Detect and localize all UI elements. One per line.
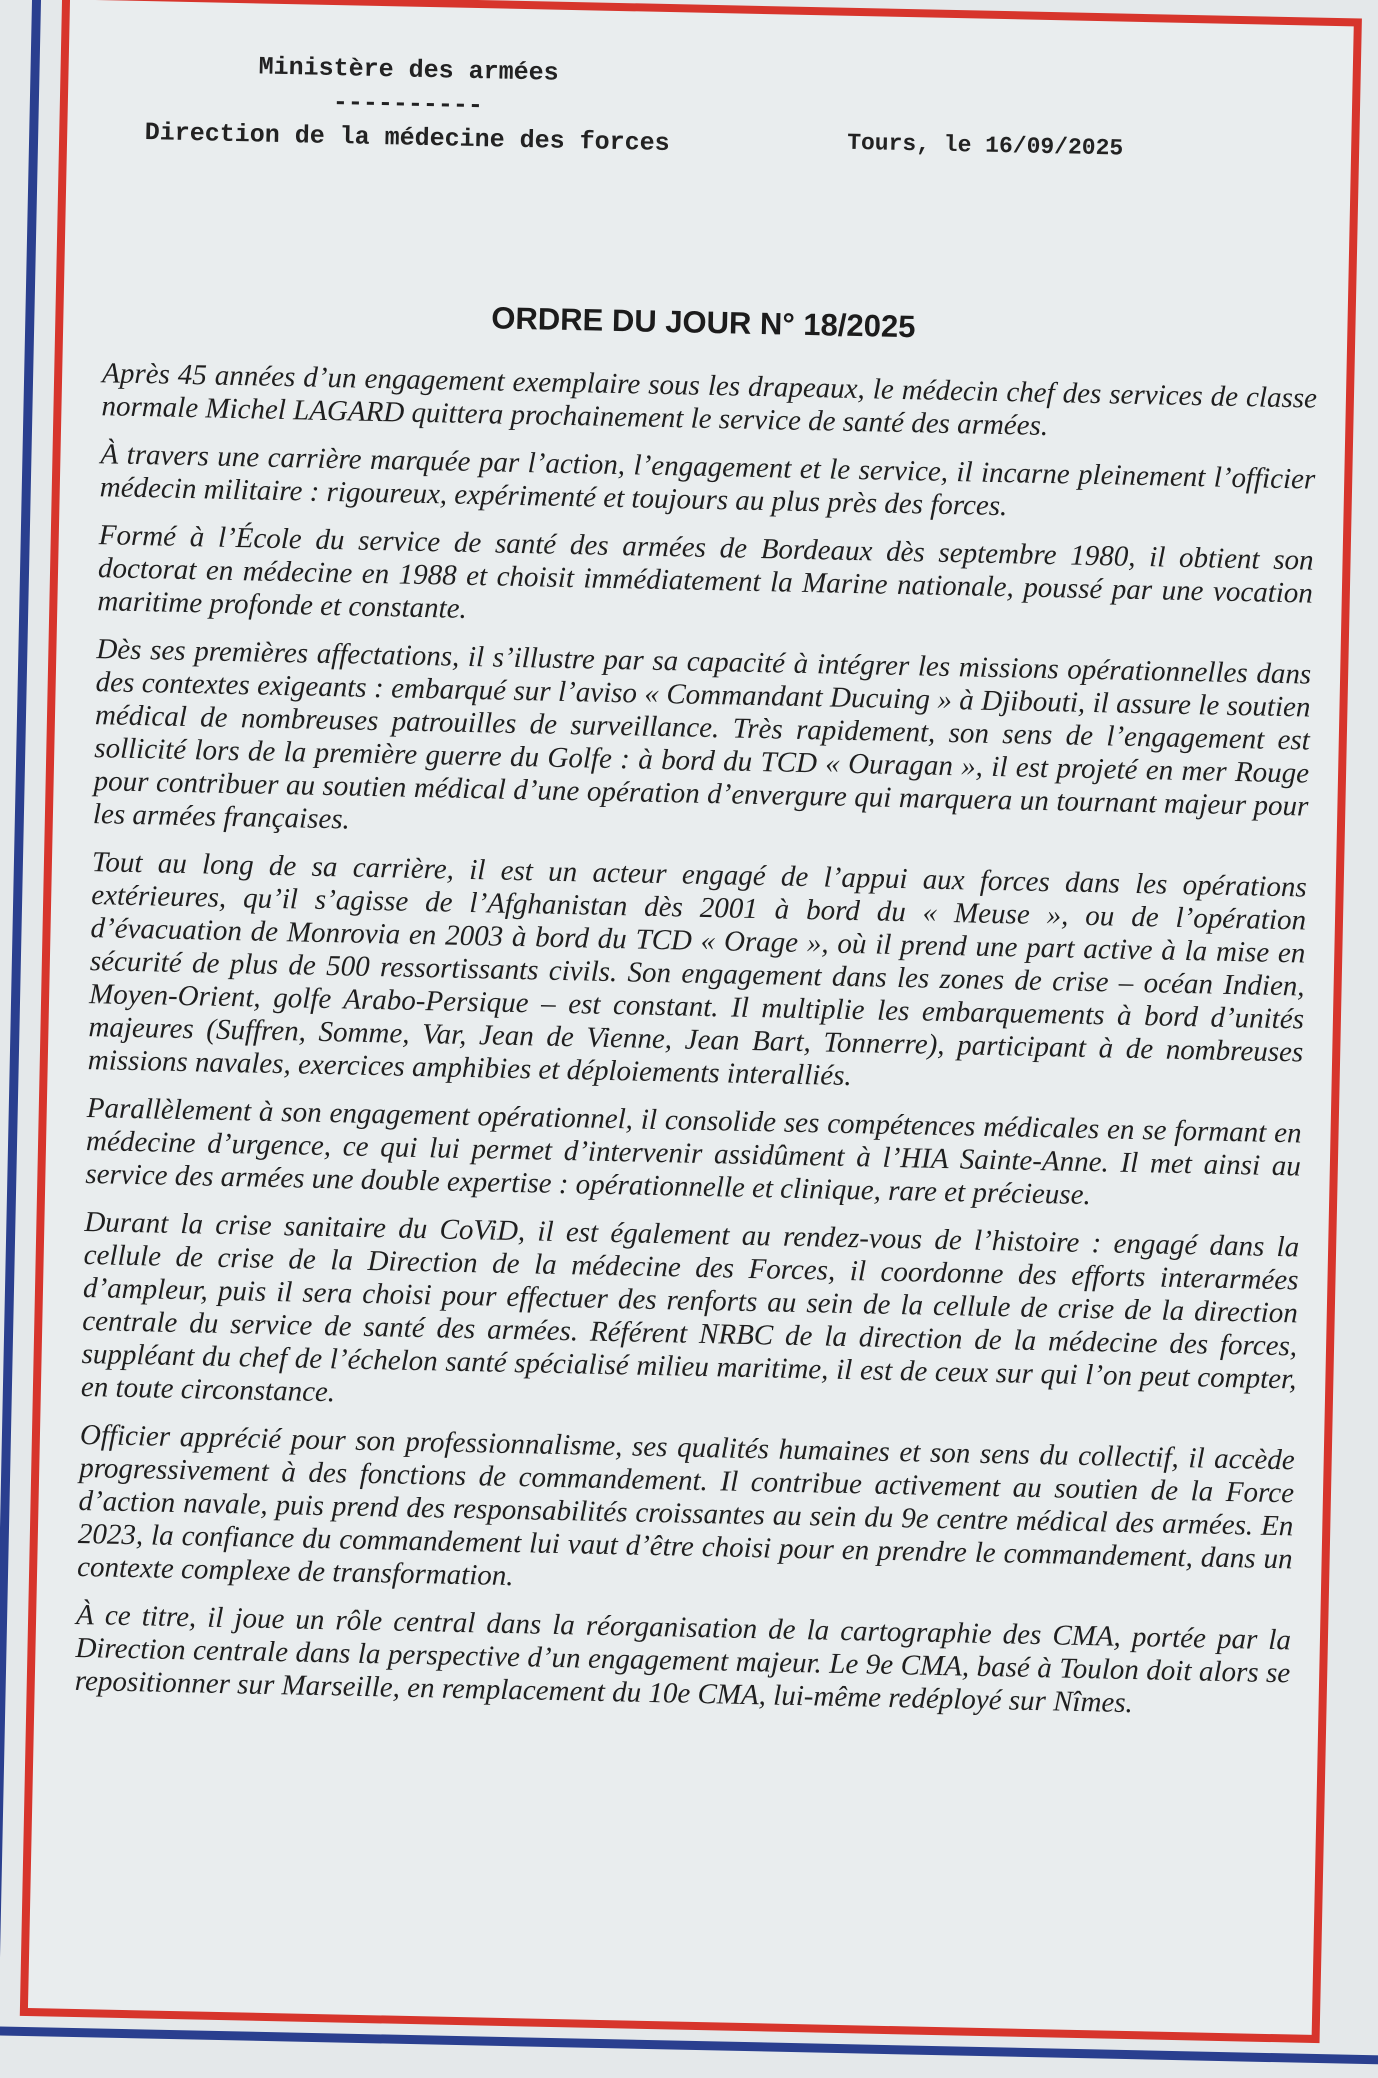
document-body (74, 357, 1317, 1738)
letterhead (127, 48, 689, 162)
paragraph: Dès ses premières affectations, il s’illustre par sa capacité à intégrer les missions opérationnelles dans des contextes exigeants : embarqué sur l’aviso « Commandant Ducuing » à Djibouti, il assure le soutien médical de nombreuses patrouilles de surveillance. Très rapidement, son sens de l’engagement est sollicité lors de la première guerre du Golfe : à bord du TCD « Ouragan », il est projeté en mer Rouge pour contribuer au soutien médical d’une opération d’envergure qui marquera un tournant majeur pour les armées françaises. (92, 633, 1312, 836)
separator: ---------- (332, 87, 484, 121)
ministry-name: Ministère des armées (258, 52, 559, 88)
paragraph: Parallèlement à son engagement opérationnel, il consolide ses compétences médicales en se formant en médecine d’urgence, ce qui lui permet d’intervenir assidûment à l’HIA Sainte-Anne. Il met ainsi au service des armées une double expertise : opérationnelle et clinique, rare et précieuse. (85, 1092, 1302, 1212)
paragraph: Officier apprécié pour son professionnalisme, ses qualités humaines et son sens du collectif, il accède progressivement à des fonctions de commandement. Il contribue activement au soutien de la Force d’action navale, puis prend des responsabilités croissantes au sein du 9e centre médical des armées. En 2023, la confiance du commandement lui vaut d’être choisi pour en prendre le commandement, dans un contexte complexe de transformation. (76, 1418, 1296, 1593)
paragraph: Durant la crise sanitaire du CoViD, il est également au rendez-vous de l’histoire : engagé dans la cellule de crise de la Direction de la médecine des Forces, il coordonne des efforts interarmées d’ampleur, puis il sera choisi pour effectuer des renforts au sein de la cellule de crise de la direction centrale du service de santé des armées. Référent NRBC de la direction de la médecine des forces, suppléant du chef de l’échelon santé spécialisé milieu maritime, il est de ceux sur qui l’on peut compter, en toute circonstance. (80, 1206, 1300, 1409)
paragraph: Formé à l’École du service de santé des armées de Bordeaux dès septembre 1980, il obtient son doctorat en médecine en 1988 et choisit immédiatement la Marine nationale, poussé par une vocation maritime profonde et constante. (97, 519, 1314, 625)
direction-name: Direction de la médecine des forces (144, 118, 670, 159)
paragraph: Après 45 années d’un engagement exemplaire sous les drapeaux, le médecin chef des services de classe normale Michel LAGARD quittera prochainement le service de santé des armées. (101, 357, 1318, 443)
document-title: ORDRE DU JOUR N° 18/2025 (491, 300, 916, 345)
paragraph: Tout au long de sa carrière, il est un acteur engagé de l’appui aux forces dans les opérations extérieures, qu’il s’agisse de l’Afghanistan dès 2001 à bord du « Meuse », ou de l’opération d’évacuation de Monrovia en 2003 à bord du TCD « Orage », où il prend une part active à la mise en sécurité de plus de 500 ressortissants civils. Son engagement dans les zones de crise – océan Indien, Moyen-Orient, golfe Arabo-Persique – est constant. Il multiplie les embarquements à bord d’unités majeures (Suffren, Somme, Var, Jean de Vienne, Jean Bart, Tonnerre), participant à de nombreuses missions navales, exercices amphibies et déploiements interalliés. (87, 846, 1308, 1093)
paragraph: À ce titre, il joue un rôle central dans la réorganisation de la cartographie des CMA, portée par la Direction centrale dans la perspective d’un engagement majeur. Le 9e CMA, basé à Toulon doit alors se repositionner sur Marseille, en remplacement du 10e CMA, lui-même redéployé sur Nîmes. (74, 1598, 1292, 1720)
place-date: Tours, le 16/09/2025 (846, 129, 1124, 162)
paragraph: À travers une carrière marquée par l’action, l’engagement et le service, il incarne pleinement l’officier médecin militaire : rigoureux, expérimenté et toujours au plus près des forces. (99, 438, 1316, 523)
